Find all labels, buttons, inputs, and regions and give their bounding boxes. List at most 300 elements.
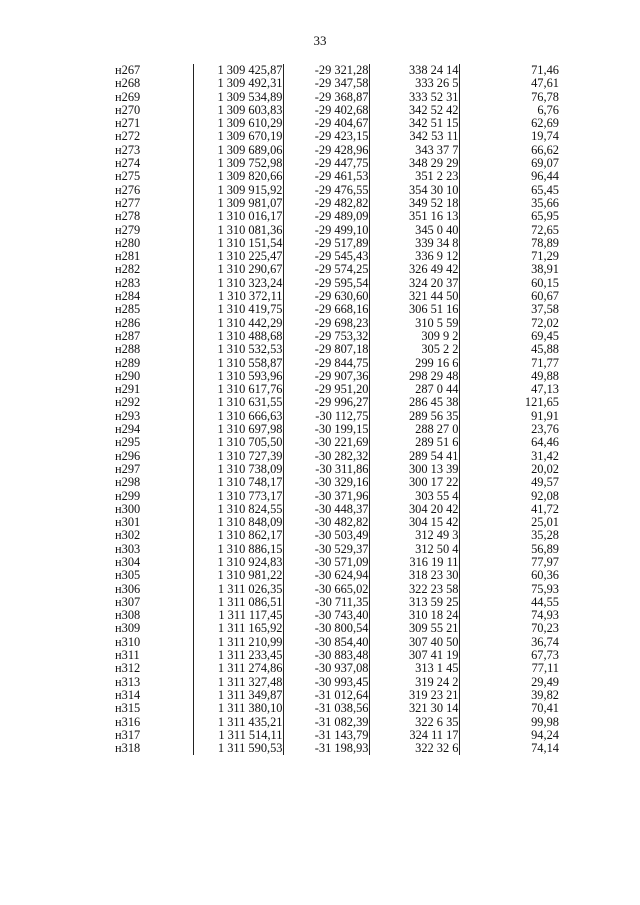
y-coordinate-cell: -29 402,68 bbox=[283, 104, 369, 117]
direction-angle-cell: 310 18 24 bbox=[369, 609, 459, 622]
table-row bbox=[115, 117, 559, 130]
x-coordinate-cell: 1 309 603,83 bbox=[193, 104, 283, 117]
direction-angle-cell: 289 54 41 bbox=[369, 450, 459, 463]
coordinates-table bbox=[115, 64, 559, 755]
table-row bbox=[115, 396, 559, 409]
direction-angle-cell: 318 23 30 bbox=[369, 569, 459, 582]
y-coordinate-cell: -29 423,15 bbox=[283, 130, 369, 143]
coordinates-table-body bbox=[115, 64, 559, 755]
point-id-cell: н274 bbox=[115, 156, 141, 171]
y-coordinate-cell: -29 404,67 bbox=[283, 117, 369, 130]
y-coordinate-cell: -30 529,37 bbox=[283, 543, 369, 556]
x-coordinate-cell: 1 310 558,87 bbox=[193, 357, 283, 370]
y-coordinate-cell: -29 574,25 bbox=[283, 263, 369, 276]
point-id-cell: н295 bbox=[115, 435, 141, 450]
point-id-cell: н279 bbox=[115, 222, 141, 237]
distance-cell: 60,67 bbox=[459, 290, 559, 303]
x-coordinate-cell: 1 310 705,50 bbox=[193, 436, 283, 449]
table-row bbox=[115, 583, 559, 596]
x-coordinate-cell: 1 310 372,11 bbox=[193, 290, 283, 303]
y-coordinate-cell: -29 996,27 bbox=[283, 396, 369, 409]
direction-angle-cell: 312 49 3 bbox=[369, 529, 459, 542]
table-row bbox=[115, 543, 559, 556]
direction-angle-cell: 336 9 12 bbox=[369, 250, 459, 263]
direction-angle-cell: 348 29 29 bbox=[369, 157, 459, 170]
point-id-cell: н310 bbox=[115, 634, 141, 649]
distance-cell: 74,93 bbox=[459, 609, 559, 622]
table-row bbox=[115, 436, 559, 449]
point-id-cell: н287 bbox=[115, 328, 141, 343]
distance-cell: 77,11 bbox=[459, 662, 559, 675]
table-row bbox=[115, 490, 559, 503]
table-row bbox=[115, 569, 559, 582]
distance-cell: 71,29 bbox=[459, 250, 559, 263]
point-id-cell: н306 bbox=[115, 581, 141, 596]
y-coordinate-cell: -29 844,75 bbox=[283, 357, 369, 370]
point-id-cell: н276 bbox=[115, 182, 141, 197]
distance-cell: 65,95 bbox=[459, 210, 559, 223]
distance-cell: 23,76 bbox=[459, 423, 559, 436]
x-coordinate-cell: 1 311 274,86 bbox=[193, 662, 283, 675]
x-coordinate-cell: 1 311 086,51 bbox=[193, 596, 283, 609]
x-coordinate-cell: 1 310 016,17 bbox=[193, 210, 283, 223]
distance-cell: 94,24 bbox=[459, 729, 559, 742]
table-row bbox=[115, 263, 559, 276]
table-row bbox=[115, 303, 559, 316]
y-coordinate-cell: -31 198,93 bbox=[283, 742, 369, 755]
x-coordinate-cell: 1 310 617,76 bbox=[193, 383, 283, 396]
direction-angle-cell: 339 34 8 bbox=[369, 237, 459, 250]
x-coordinate-cell: 1 310 748,17 bbox=[193, 476, 283, 489]
y-coordinate-cell: -31 082,39 bbox=[283, 716, 369, 729]
direction-angle-cell: 351 16 13 bbox=[369, 210, 459, 223]
direction-angle-cell: 288 27 0 bbox=[369, 423, 459, 436]
y-coordinate-cell: -30 854,40 bbox=[283, 636, 369, 649]
distance-cell: 78,89 bbox=[459, 237, 559, 250]
table-row bbox=[115, 463, 559, 476]
x-coordinate-cell: 1 311 590,53 bbox=[193, 742, 283, 755]
distance-cell: 36,74 bbox=[459, 636, 559, 649]
y-coordinate-cell: -29 951,20 bbox=[283, 383, 369, 396]
distance-cell: 96,44 bbox=[459, 170, 559, 183]
x-coordinate-cell: 1 311 233,45 bbox=[193, 649, 283, 662]
table-row bbox=[115, 410, 559, 423]
x-coordinate-cell: 1 310 886,15 bbox=[193, 543, 283, 556]
direction-angle-cell: 351 2 23 bbox=[369, 170, 459, 183]
x-coordinate-cell: 1 310 981,22 bbox=[193, 569, 283, 582]
point-id-cell: н286 bbox=[115, 315, 141, 330]
point-id-cell: н318 bbox=[115, 741, 141, 756]
y-coordinate-cell: -29 447,75 bbox=[283, 157, 369, 170]
distance-cell: 66,62 bbox=[459, 144, 559, 157]
point-id-cell: н283 bbox=[115, 275, 141, 290]
direction-angle-cell: 322 6 35 bbox=[369, 716, 459, 729]
table-row bbox=[115, 144, 559, 157]
direction-angle-cell: 307 41 19 bbox=[369, 649, 459, 662]
distance-cell: 64,46 bbox=[459, 436, 559, 449]
distance-cell: 121,65 bbox=[459, 396, 559, 409]
x-coordinate-cell: 1 310 924,83 bbox=[193, 556, 283, 569]
direction-angle-cell: 319 24 2 bbox=[369, 676, 459, 689]
y-coordinate-cell: -30 711,35 bbox=[283, 596, 369, 609]
table-row bbox=[115, 91, 559, 104]
point-id-cell: н275 bbox=[115, 169, 141, 184]
table-row bbox=[115, 357, 559, 370]
x-coordinate-cell: 1 309 610,29 bbox=[193, 117, 283, 130]
direction-angle-cell: 322 32 6 bbox=[369, 742, 459, 755]
distance-cell: 47,61 bbox=[459, 77, 559, 90]
distance-cell: 38,91 bbox=[459, 263, 559, 276]
table-row bbox=[115, 742, 559, 755]
distance-cell: 49,88 bbox=[459, 370, 559, 383]
distance-cell: 31,42 bbox=[459, 450, 559, 463]
x-coordinate-cell: 1 310 697,98 bbox=[193, 423, 283, 436]
point-id-cell: н269 bbox=[115, 89, 141, 104]
x-coordinate-cell: 1 309 915,92 bbox=[193, 184, 283, 197]
table-row bbox=[115, 290, 559, 303]
distance-cell: 45,88 bbox=[459, 343, 559, 356]
x-coordinate-cell: 1 309 670,19 bbox=[193, 130, 283, 143]
point-id-cell: н293 bbox=[115, 408, 141, 423]
y-coordinate-cell: -29 595,54 bbox=[283, 277, 369, 290]
table-row bbox=[115, 157, 559, 170]
direction-angle-cell: 313 59 25 bbox=[369, 596, 459, 609]
x-coordinate-cell: 1 310 593,96 bbox=[193, 370, 283, 383]
point-id-cell: н278 bbox=[115, 209, 141, 224]
table-row bbox=[115, 423, 559, 436]
direction-angle-cell: 298 29 48 bbox=[369, 370, 459, 383]
y-coordinate-cell: -30 883,48 bbox=[283, 649, 369, 662]
direction-angle-cell: 342 53 11 bbox=[369, 130, 459, 143]
table-row bbox=[115, 383, 559, 396]
direction-angle-cell: 333 26 5 bbox=[369, 77, 459, 90]
table-row bbox=[115, 64, 559, 77]
distance-cell: 39,82 bbox=[459, 689, 559, 702]
point-id-cell: н297 bbox=[115, 461, 141, 476]
distance-cell: 71,77 bbox=[459, 357, 559, 370]
direction-angle-cell: 322 23 58 bbox=[369, 583, 459, 596]
direction-angle-cell: 299 16 6 bbox=[369, 357, 459, 370]
distance-cell: 99,98 bbox=[459, 716, 559, 729]
direction-angle-cell: 324 20 37 bbox=[369, 277, 459, 290]
point-id-cell: н282 bbox=[115, 262, 141, 277]
distance-cell: 92,08 bbox=[459, 490, 559, 503]
table-row bbox=[115, 197, 559, 210]
distance-cell: 35,28 bbox=[459, 529, 559, 542]
x-coordinate-cell: 1 309 425,87 bbox=[193, 64, 283, 77]
direction-angle-cell: 300 17 22 bbox=[369, 476, 459, 489]
table-row bbox=[115, 556, 559, 569]
point-id-cell: н273 bbox=[115, 142, 141, 157]
x-coordinate-cell: 1 310 225,47 bbox=[193, 250, 283, 263]
direction-angle-cell: 343 37 7 bbox=[369, 144, 459, 157]
distance-cell: 19,74 bbox=[459, 130, 559, 143]
x-coordinate-cell: 1 310 738,09 bbox=[193, 463, 283, 476]
y-coordinate-cell: -31 038,56 bbox=[283, 702, 369, 715]
x-coordinate-cell: 1 310 824,55 bbox=[193, 503, 283, 516]
distance-cell: 74,14 bbox=[459, 742, 559, 755]
point-id-cell: н315 bbox=[115, 701, 141, 716]
direction-angle-cell: 287 0 44 bbox=[369, 383, 459, 396]
distance-cell: 72,65 bbox=[459, 224, 559, 237]
y-coordinate-cell: -30 329,16 bbox=[283, 476, 369, 489]
y-coordinate-cell: -29 368,87 bbox=[283, 91, 369, 104]
x-coordinate-cell: 1 310 081,36 bbox=[193, 224, 283, 237]
table-row bbox=[115, 596, 559, 609]
distance-cell: 44,55 bbox=[459, 596, 559, 609]
point-id-cell: н270 bbox=[115, 102, 141, 117]
y-coordinate-cell: -30 571,09 bbox=[283, 556, 369, 569]
x-coordinate-cell: 1 310 773,17 bbox=[193, 490, 283, 503]
y-coordinate-cell: -29 668,16 bbox=[283, 303, 369, 316]
y-coordinate-cell: -29 482,82 bbox=[283, 197, 369, 210]
y-coordinate-cell: -30 371,96 bbox=[283, 490, 369, 503]
direction-angle-cell: 286 45 38 bbox=[369, 396, 459, 409]
direction-angle-cell: 324 11 17 bbox=[369, 729, 459, 742]
direction-angle-cell: 305 2 2 bbox=[369, 343, 459, 356]
x-coordinate-cell: 1 310 419,75 bbox=[193, 303, 283, 316]
table-row bbox=[115, 184, 559, 197]
x-coordinate-cell: 1 311 165,92 bbox=[193, 622, 283, 635]
direction-angle-cell: 289 56 35 bbox=[369, 410, 459, 423]
point-id-cell: н311 bbox=[115, 648, 140, 663]
x-coordinate-cell: 1 311 435,21 bbox=[193, 716, 283, 729]
point-id-cell: н317 bbox=[115, 727, 141, 742]
table-row bbox=[115, 237, 559, 250]
table-row bbox=[115, 250, 559, 263]
direction-angle-cell: 300 13 39 bbox=[369, 463, 459, 476]
distance-cell: 35,66 bbox=[459, 197, 559, 210]
distance-cell: 69,07 bbox=[459, 157, 559, 170]
point-id-cell: н289 bbox=[115, 355, 141, 370]
page-number: 33 bbox=[313, 33, 327, 48]
x-coordinate-cell: 1 309 689,06 bbox=[193, 144, 283, 157]
distance-cell: 75,93 bbox=[459, 583, 559, 596]
distance-cell: 60,15 bbox=[459, 277, 559, 290]
x-coordinate-cell: 1 309 492,31 bbox=[193, 77, 283, 90]
point-id-cell: н305 bbox=[115, 568, 141, 583]
x-coordinate-cell: 1 311 380,10 bbox=[193, 702, 283, 715]
distance-cell: 71,46 bbox=[459, 64, 559, 77]
y-coordinate-cell: -30 482,82 bbox=[283, 516, 369, 529]
point-id-cell: н302 bbox=[115, 528, 141, 543]
direction-angle-cell: 307 40 50 bbox=[369, 636, 459, 649]
y-coordinate-cell: -30 665,02 bbox=[283, 583, 369, 596]
distance-cell: 49,57 bbox=[459, 476, 559, 489]
point-id-cell: н284 bbox=[115, 289, 141, 304]
y-coordinate-cell: -29 698,23 bbox=[283, 317, 369, 330]
x-coordinate-cell: 1 310 532,53 bbox=[193, 343, 283, 356]
direction-angle-cell: 338 24 14 bbox=[369, 64, 459, 77]
distance-cell: 37,58 bbox=[459, 303, 559, 316]
table-row bbox=[115, 330, 559, 343]
y-coordinate-cell: -30 743,40 bbox=[283, 609, 369, 622]
direction-angle-cell: 303 55 4 bbox=[369, 490, 459, 503]
distance-cell: 76,78 bbox=[459, 91, 559, 104]
x-coordinate-cell: 1 310 727,39 bbox=[193, 450, 283, 463]
table-row bbox=[115, 224, 559, 237]
y-coordinate-cell: -29 489,09 bbox=[283, 210, 369, 223]
point-id-cell: н301 bbox=[115, 515, 141, 530]
table-row bbox=[115, 662, 559, 675]
table-row bbox=[115, 130, 559, 143]
y-coordinate-cell: -30 624,94 bbox=[283, 569, 369, 582]
point-id-cell: н314 bbox=[115, 687, 141, 702]
point-id-cell: н291 bbox=[115, 382, 141, 397]
y-coordinate-cell: -29 753,32 bbox=[283, 330, 369, 343]
table-row bbox=[115, 343, 559, 356]
y-coordinate-cell: -29 476,55 bbox=[283, 184, 369, 197]
direction-angle-cell: 342 52 42 bbox=[369, 104, 459, 117]
direction-angle-cell: 349 52 18 bbox=[369, 197, 459, 210]
table-row bbox=[115, 636, 559, 649]
point-id-cell: н299 bbox=[115, 488, 141, 503]
distance-cell: 20,02 bbox=[459, 463, 559, 476]
table-row bbox=[115, 277, 559, 290]
y-coordinate-cell: -29 630,60 bbox=[283, 290, 369, 303]
point-id-cell: н285 bbox=[115, 302, 141, 317]
point-id-cell: н288 bbox=[115, 342, 141, 357]
point-id-cell: н316 bbox=[115, 714, 141, 729]
direction-angle-cell: 345 0 40 bbox=[369, 224, 459, 237]
y-coordinate-cell: -30 221,69 bbox=[283, 436, 369, 449]
table-row bbox=[115, 676, 559, 689]
point-id-cell: н309 bbox=[115, 621, 141, 636]
point-id-cell: н300 bbox=[115, 501, 141, 516]
direction-angle-cell: 309 9 2 bbox=[369, 330, 459, 343]
distance-cell: 47,13 bbox=[459, 383, 559, 396]
x-coordinate-cell: 1 309 534,89 bbox=[193, 91, 283, 104]
y-coordinate-cell: -29 321,28 bbox=[283, 64, 369, 77]
distance-cell: 65,45 bbox=[459, 184, 559, 197]
point-id-cell: н268 bbox=[115, 76, 141, 91]
y-coordinate-cell: -29 428,96 bbox=[283, 144, 369, 157]
table-row bbox=[115, 170, 559, 183]
y-coordinate-cell: -30 112,75 bbox=[283, 410, 369, 423]
y-coordinate-cell: -30 282,32 bbox=[283, 450, 369, 463]
point-id-cell: н292 bbox=[115, 395, 141, 410]
distance-cell: 70,23 bbox=[459, 622, 559, 635]
point-id-cell: н280 bbox=[115, 235, 141, 250]
distance-cell: 69,45 bbox=[459, 330, 559, 343]
distance-cell: 41,72 bbox=[459, 503, 559, 516]
distance-cell: 70,41 bbox=[459, 702, 559, 715]
table-row bbox=[115, 529, 559, 542]
table-row bbox=[115, 716, 559, 729]
x-coordinate-cell: 1 311 349,87 bbox=[193, 689, 283, 702]
point-id-cell: н272 bbox=[115, 129, 141, 144]
x-coordinate-cell: 1 311 514,11 bbox=[193, 729, 283, 742]
y-coordinate-cell: -30 448,37 bbox=[283, 503, 369, 516]
point-id-cell: н267 bbox=[115, 63, 141, 77]
direction-angle-cell: 316 19 11 bbox=[369, 556, 459, 569]
table-row bbox=[115, 689, 559, 702]
direction-angle-cell: 304 20 42 bbox=[369, 503, 459, 516]
distance-cell: 72,02 bbox=[459, 317, 559, 330]
y-coordinate-cell: -29 461,53 bbox=[283, 170, 369, 183]
distance-cell: 62,69 bbox=[459, 117, 559, 130]
point-id-cell: н281 bbox=[115, 249, 141, 264]
point-id-cell: н313 bbox=[115, 674, 141, 689]
y-coordinate-cell: -30 993,45 bbox=[283, 676, 369, 689]
x-coordinate-cell: 1 311 210,99 bbox=[193, 636, 283, 649]
point-id-cell: н290 bbox=[115, 368, 141, 383]
x-coordinate-cell: 1 309 820,66 bbox=[193, 170, 283, 183]
x-coordinate-cell: 1 311 026,35 bbox=[193, 583, 283, 596]
table-row bbox=[115, 609, 559, 622]
x-coordinate-cell: 1 310 323,24 bbox=[193, 277, 283, 290]
point-id-cell: н296 bbox=[115, 448, 141, 463]
x-coordinate-cell: 1 310 442,29 bbox=[193, 317, 283, 330]
direction-angle-cell: 333 52 31 bbox=[369, 91, 459, 104]
x-coordinate-cell: 1 310 862,17 bbox=[193, 529, 283, 542]
direction-angle-cell: 312 50 4 bbox=[369, 543, 459, 556]
x-coordinate-cell: 1 311 117,45 bbox=[193, 609, 283, 622]
table-row bbox=[115, 317, 559, 330]
table-row bbox=[115, 516, 559, 529]
distance-cell: 67,73 bbox=[459, 649, 559, 662]
y-coordinate-cell: -30 937,08 bbox=[283, 662, 369, 675]
y-coordinate-cell: -30 311,86 bbox=[283, 463, 369, 476]
y-coordinate-cell: -29 907,36 bbox=[283, 370, 369, 383]
y-coordinate-cell: -29 807,18 bbox=[283, 343, 369, 356]
y-coordinate-cell: -29 517,89 bbox=[283, 237, 369, 250]
table-row bbox=[115, 649, 559, 662]
distance-cell: 56,89 bbox=[459, 543, 559, 556]
point-id-cell: н304 bbox=[115, 554, 141, 569]
direction-angle-cell: 319 23 21 bbox=[369, 689, 459, 702]
distance-cell: 77,97 bbox=[459, 556, 559, 569]
direction-angle-cell: 321 44 50 bbox=[369, 290, 459, 303]
x-coordinate-cell: 1 309 981,07 bbox=[193, 197, 283, 210]
x-coordinate-cell: 1 310 488,68 bbox=[193, 330, 283, 343]
direction-angle-cell: 342 51 15 bbox=[369, 117, 459, 130]
distance-cell: 25,01 bbox=[459, 516, 559, 529]
direction-angle-cell: 313 1 45 bbox=[369, 662, 459, 675]
table-row bbox=[115, 729, 559, 742]
direction-angle-cell: 321 30 14 bbox=[369, 702, 459, 715]
y-coordinate-cell: -30 503,49 bbox=[283, 529, 369, 542]
x-coordinate-cell: 1 310 290,67 bbox=[193, 263, 283, 276]
direction-angle-cell: 326 49 42 bbox=[369, 263, 459, 276]
distance-cell: 91,91 bbox=[459, 410, 559, 423]
direction-angle-cell: 354 30 10 bbox=[369, 184, 459, 197]
y-coordinate-cell: -31 143,79 bbox=[283, 729, 369, 742]
direction-angle-cell: 304 15 42 bbox=[369, 516, 459, 529]
x-coordinate-cell: 1 311 327,48 bbox=[193, 676, 283, 689]
y-coordinate-cell: -31 012,64 bbox=[283, 689, 369, 702]
x-coordinate-cell: 1 309 752,98 bbox=[193, 157, 283, 170]
y-coordinate-cell: -30 800,54 bbox=[283, 622, 369, 635]
direction-angle-cell: 309 55 21 bbox=[369, 622, 459, 635]
y-coordinate-cell: -29 499,10 bbox=[283, 224, 369, 237]
point-id-cell: н298 bbox=[115, 475, 141, 490]
table-row bbox=[115, 622, 559, 635]
x-coordinate-cell: 1 310 151,54 bbox=[193, 237, 283, 250]
y-coordinate-cell: -29 347,58 bbox=[283, 77, 369, 90]
direction-angle-cell: 289 51 6 bbox=[369, 436, 459, 449]
distance-cell: 6,76 bbox=[459, 104, 559, 117]
point-id-cell: н271 bbox=[115, 116, 141, 131]
table-row bbox=[115, 370, 559, 383]
point-id-cell: н307 bbox=[115, 594, 141, 609]
x-coordinate-cell: 1 310 666,63 bbox=[193, 410, 283, 423]
table-row bbox=[115, 503, 559, 516]
point-id-cell: н303 bbox=[115, 541, 141, 556]
point-id-cell: н312 bbox=[115, 661, 141, 676]
table-row bbox=[115, 77, 559, 90]
table-row bbox=[115, 104, 559, 117]
